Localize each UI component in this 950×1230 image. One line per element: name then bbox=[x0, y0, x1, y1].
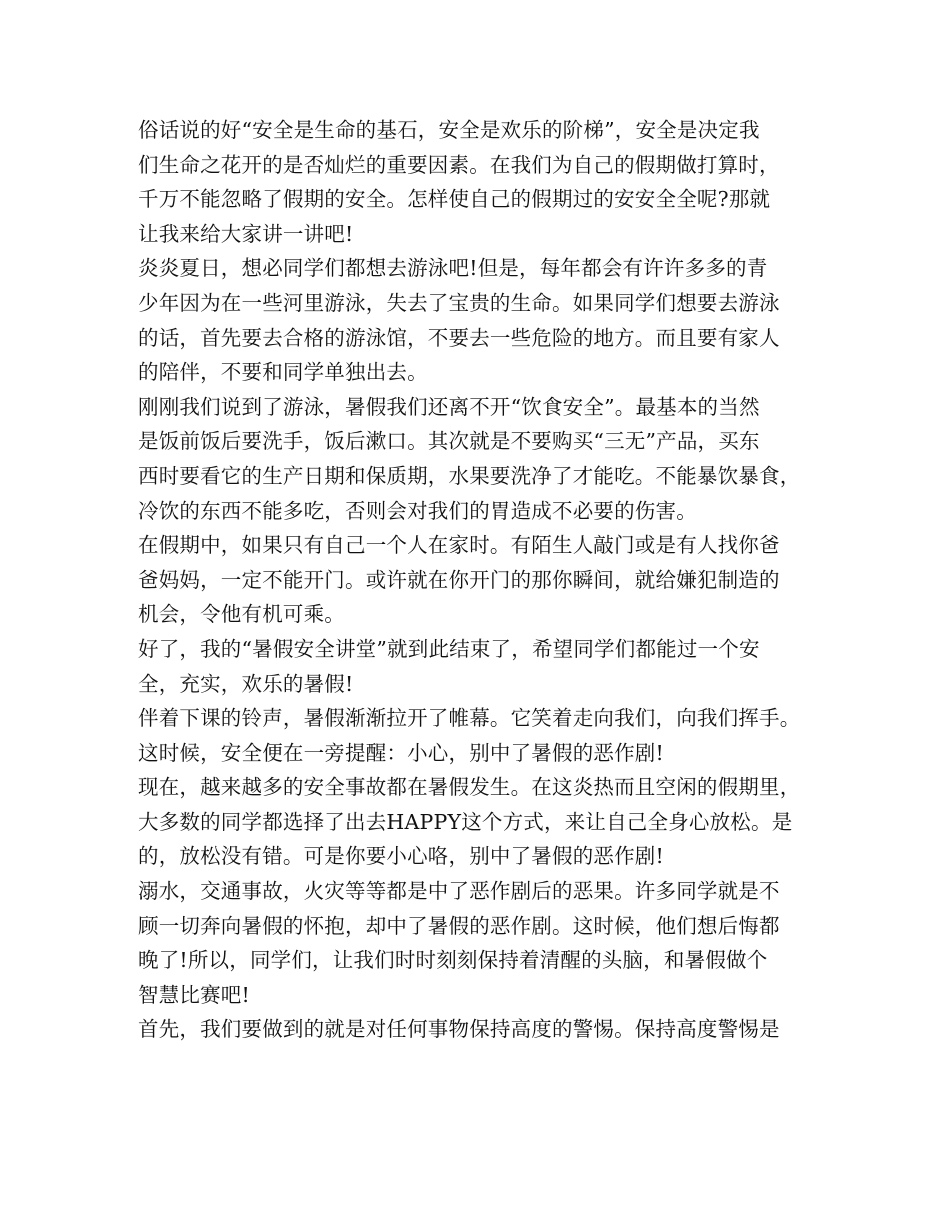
text-line: 全，充实，欢乐的暑假! bbox=[138, 671, 354, 696]
text-line: 顾一切奔向暑假的怀抱，却中了暑假的恶作剧。这时候，他们想后悔都 bbox=[138, 913, 780, 938]
text-line: 首先，我们要做到的就是对任何事物保持高度的警惕。保持高度警惕是 bbox=[138, 1017, 780, 1042]
text-line: 溺水，交通事故，火灾等等都是中了恶作剧后的恶果。许多同学就是不 bbox=[138, 879, 780, 904]
text-line: 冷饮的东西不能多吃，否则会对我们的胃造成不必要的伤害。 bbox=[138, 498, 697, 523]
text-line: 千万不能忽略了假期的安全。怎样使自己的假期过的安安全全呢?那就 bbox=[138, 187, 771, 212]
text-line: 们生命之花开的是否灿烂的重要因素。在我们为自己的假期做打算时， bbox=[138, 152, 780, 177]
text-line: 好了，我的“暑假安全讲堂”就到此结束了，希望同学们都能过一个安 bbox=[138, 636, 760, 661]
text-line: 这时候，安全便在一旁提醒：小心，别中了暑假的恶作剧! bbox=[138, 740, 664, 765]
text-line: 爸妈妈，一定不能开门。或许就在你开门的那你瞬间，就给嫌犯制造的 bbox=[138, 567, 780, 592]
text-line: 伴着下课的铃声，暑假渐渐拉开了帷幕。它笑着走向我们，向我们挥手。 bbox=[138, 706, 801, 731]
text-line: 是饭前饭后要洗手，饭后漱口。其次就是不要购买“三无”产品，买东 bbox=[138, 429, 760, 454]
text-line: 在假期中，如果只有自己一个人在家时。有陌生人敲门或是有人找你爸 bbox=[138, 533, 780, 558]
text-line: 智慧比赛吧! bbox=[138, 982, 250, 1007]
document-body bbox=[138, 113, 818, 1047]
text-line: 俗话说的好“安全是生命的基石，安全是欢乐的阶梯”，安全是决定我 bbox=[138, 118, 760, 142]
text-line: 大多数的同学都选择了出去HAPPY这个方式，来让自己全身心放松。是 bbox=[138, 809, 793, 834]
text-line: 少年因为在一些河里游泳，失去了宝贵的生命。如果同学们想要去游泳 bbox=[138, 290, 780, 315]
text-line: 刚刚我们说到了游泳，暑假我们还离不开“饮食安全”。最基本的当然 bbox=[138, 394, 760, 419]
text-line: 的话，首先要去合格的游泳馆，不要去一些危险的地方。而且要有家人 bbox=[138, 325, 780, 350]
text-line: 炎炎夏日，想必同学们都想去游泳吧!但是，每年都会有许许多多的青 bbox=[138, 256, 768, 281]
text-line: 的陪伴，不要和同学单独出去。 bbox=[138, 360, 428, 385]
text-line: 晚了!所以，同学们，让我们时时刻刻保持着清醒的头脑，和暑假做个 bbox=[138, 948, 768, 973]
text-line: 西时要看它的生产日期和保质期，水果要洗净了才能吃。不能暴饮暴食， bbox=[138, 463, 801, 488]
text-line: 机会，令他有机可乘。 bbox=[138, 602, 345, 627]
text-line: 让我来给大家讲一讲吧! bbox=[138, 221, 354, 246]
text-line: 的，放松没有错。可是你要小心咯，别中了暑假的恶作剧! bbox=[138, 844, 664, 869]
text-line: 现在，越来越多的安全事故都在暑假发生。在这炎热而且空闲的假期里， bbox=[138, 775, 801, 800]
